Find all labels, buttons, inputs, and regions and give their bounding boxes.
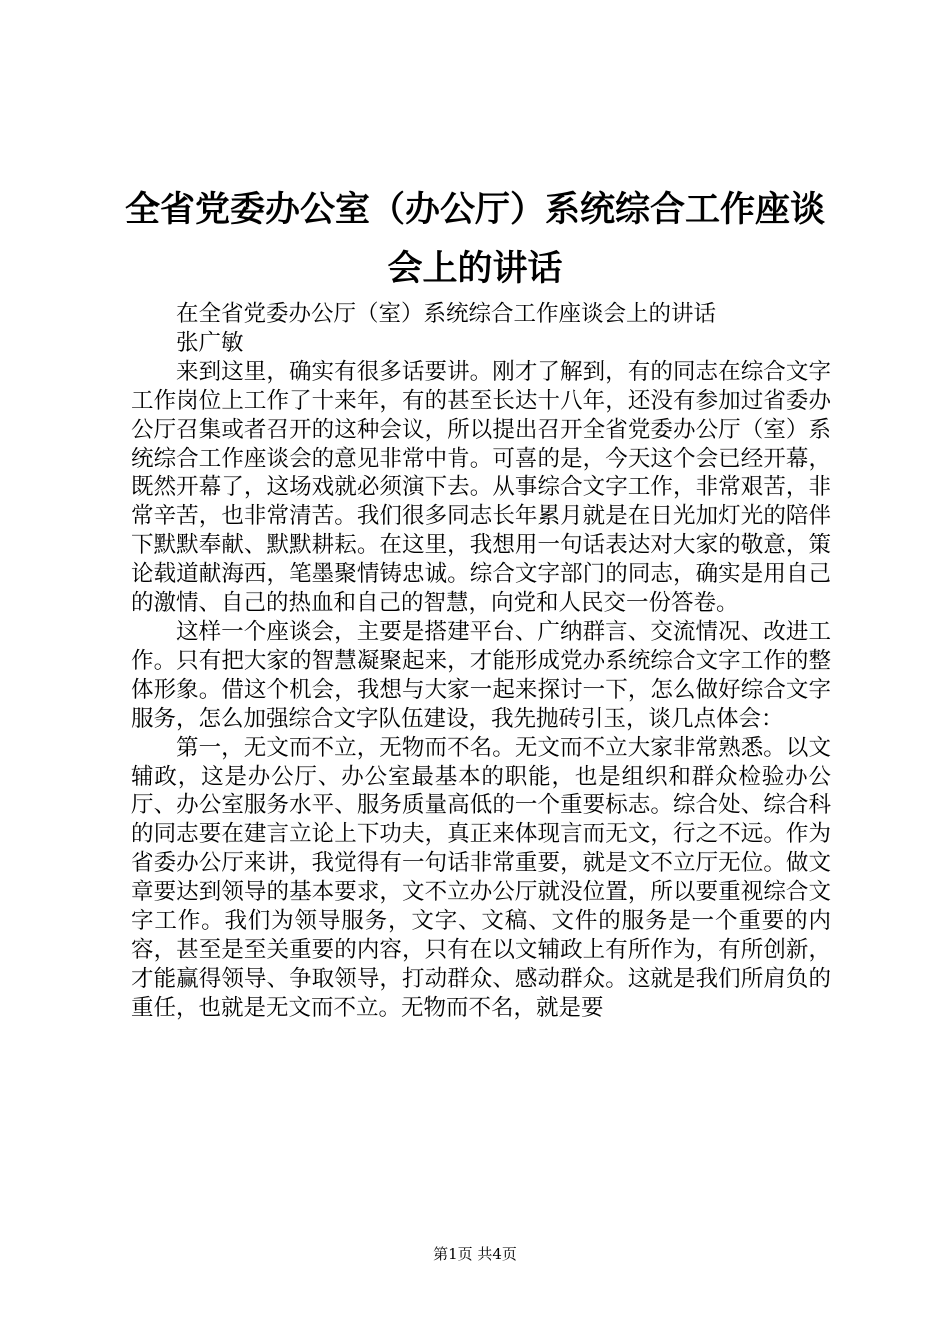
body-paragraph: 来到这里，确实有很多话要讲。刚才了解到，有的同志在综合文字工作岗位上工作了十来年，有的甚至长达十八年，还没有参加过省委办公厅召集或者召开的这种会议，所以提出召开全省党委办公厅（室）系统综合工作座谈会的意见非常中肯。可喜的是，今天这个会已经开幕，既然开幕了，这场戏就必须演下去。从事综合文字工作，非常艰苦，非常辛苦，也非常清苦。我们很多同志长年累月就是在日光加灯光的陪伴下默默奉献、默默耕耘。在这里，我想用一句话表达对大家的敬意，策论载道献海西，笔墨聚情铸忠诚。综合文字部门的同志，确实是用自己的激情、自己的热血和自己的智慧，向党和人民交一份答卷。 (131, 358, 831, 617)
document-title-line-1: 全省党委办公室（办公厅）系统综合工作座谈 (124, 190, 825, 230)
document-title-line-2: 会上的讲话 (387, 249, 563, 289)
speech-heading: 在全省党委办公厅（室）系统综合工作座谈会上的讲话 (176, 301, 717, 327)
document-body (131, 300, 831, 1023)
body-paragraph: 这样一个座谈会，主要是搭建平台、广纳群言、交流情况、改进工作。只有把大家的智慧凝聚起来，才能形成党办系统综合文字工作的整体形象。借这个机会，我想与大家一起来探讨一下，怎么做好综合文字服务，怎么加强综合文字队伍建设，我先抛砖引玉，谈几点体会： (131, 618, 831, 732)
body-paragraph: 第一，无文而不立，无物而不名。无文而不立大家非常熟悉。以文辅政，这是办公厅、办公室最基本的职能，也是组织和群众检验办公厅、办公室服务水平、服务质量高低的一个重要标志。综合处、综合科的同志要在建言立论上下功夫，真正来体现言而无文，行之不远。作为省委办公厅来讲，我觉得有一句话非常重要，就是文不立厅无位。做文章要达到领导的基本要求，文不立办公厅就没位置，所以要重视综合文字工作。我们为领导服务，文字、文稿、文件的服务是一个重要的内容，甚至是至关重要的内容，只有在以文辅政上有所作为，有所创新，才能赢得领导、争取领导，打动群众、感动群众。这就是我们所肩负的重任，也就是无文而不立。无物而不名，就是要 (131, 734, 831, 1021)
page-number-footer: 第1页 共4页 (433, 1245, 517, 1263)
speaker-name: 张广敏 (176, 329, 244, 356)
